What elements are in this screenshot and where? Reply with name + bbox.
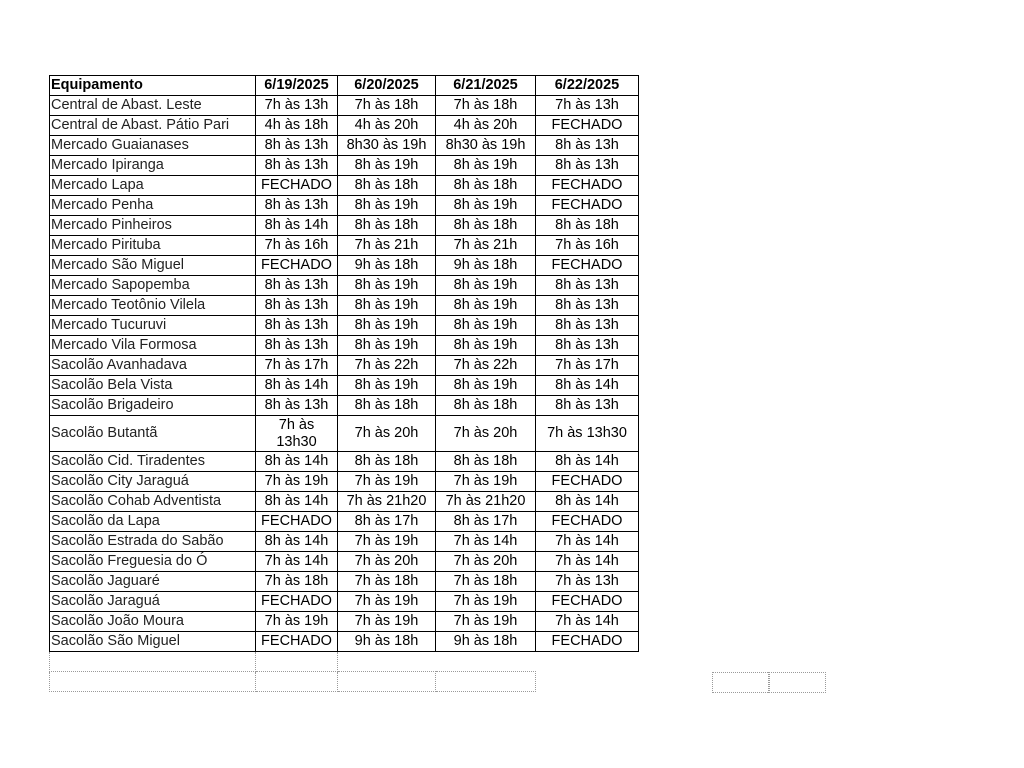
- hours-cell[interactable]: 7h às 19h: [256, 612, 338, 632]
- equipamento-cell[interactable]: Mercado Lapa: [50, 176, 256, 196]
- table-row: [50, 472, 639, 492]
- hours-cell[interactable]: 8h às 19h: [436, 156, 536, 176]
- equipamento-cell[interactable]: Sacolão da Lapa: [50, 512, 256, 532]
- hours-cell[interactable]: 8h às 19h: [338, 276, 436, 296]
- hours-cell[interactable]: FECHADO: [536, 632, 639, 652]
- hours-cell[interactable]: 8h às 19h: [436, 336, 536, 356]
- hours-cell[interactable]: FECHADO: [256, 512, 338, 532]
- equipamento-cell[interactable]: Sacolão Butantã: [50, 416, 256, 452]
- hours-cell[interactable]: 7h às 19h: [338, 612, 436, 632]
- equipamento-cell[interactable]: Sacolão Cohab Adventista: [50, 492, 256, 512]
- equipamento-cell[interactable]: Mercado Guaianases: [50, 136, 256, 156]
- hours-cell[interactable]: 8h às 18h: [338, 216, 436, 236]
- hours-cell[interactable]: 7h às 14h: [536, 532, 639, 552]
- equipamento-cell[interactable]: Sacolão Jaguaré: [50, 572, 256, 592]
- hours-cell[interactable]: 8h às 13h: [256, 396, 338, 416]
- hours-cell[interactable]: 7h às 14h: [256, 552, 338, 572]
- hours-cell[interactable]: 7h às 21h: [338, 236, 436, 256]
- hours-cell[interactable]: 7h às 16h: [536, 236, 639, 256]
- empty-cell[interactable]: [50, 652, 256, 672]
- hours-cell[interactable]: 7h às 19h: [338, 472, 436, 492]
- table-row: [50, 452, 639, 472]
- hours-cell[interactable]: 7h às 21h20: [338, 492, 436, 512]
- table-row: [50, 356, 639, 376]
- hours-cell[interactable]: 7h às 13h30: [256, 416, 338, 452]
- equipamento-cell[interactable]: Sacolão Estrada do Sabão: [50, 532, 256, 552]
- hours-cell[interactable]: FECHADO: [536, 592, 639, 612]
- hours-cell[interactable]: 8h às 13h: [536, 316, 639, 336]
- hours-cell[interactable]: FECHADO: [256, 632, 338, 652]
- equipamento-cell[interactable]: Central de Abast. Leste: [50, 96, 256, 116]
- hours-cell[interactable]: 8h às 13h: [536, 276, 639, 296]
- table-row: [50, 276, 639, 296]
- hours-cell[interactable]: 8h às 19h: [436, 316, 536, 336]
- equipamento-cell[interactable]: Mercado Penha: [50, 196, 256, 216]
- hours-cell[interactable]: 7h às 14h: [536, 612, 639, 632]
- equipamento-cell[interactable]: Sacolão Bela Vista: [50, 376, 256, 396]
- hours-cell[interactable]: 8h às 14h: [256, 452, 338, 472]
- hours-cell[interactable]: 8h às 13h: [536, 136, 639, 156]
- hours-cell[interactable]: 8h às 13h: [256, 336, 338, 356]
- equipamento-cell[interactable]: Sacolão Cid. Tiradentes: [50, 452, 256, 472]
- table-row: [50, 136, 639, 156]
- equipamento-cell[interactable]: Mercado Tucuruvi: [50, 316, 256, 336]
- hours-cell[interactable]: 7h às 18h: [256, 572, 338, 592]
- empty-cell[interactable]: [712, 672, 770, 693]
- hours-cell[interactable]: 8h30 às 19h: [338, 136, 436, 156]
- empty-cell: [436, 652, 536, 672]
- hours-cell[interactable]: 7h às 19h: [338, 592, 436, 612]
- hours-cell[interactable]: 9h às 18h: [436, 256, 536, 276]
- hours-cell[interactable]: 7h às 18h: [436, 572, 536, 592]
- hours-cell[interactable]: 8h às 17h: [338, 512, 436, 532]
- table-row: [50, 512, 639, 532]
- hours-cell[interactable]: 8h às 18h: [536, 216, 639, 236]
- equipamento-cell[interactable]: Mercado Sapopemba: [50, 276, 256, 296]
- hours-cell[interactable]: 8h às 14h: [256, 376, 338, 396]
- empty-cell: [536, 672, 639, 692]
- hours-cell[interactable]: 8h às 14h: [536, 376, 639, 396]
- hours-cell[interactable]: 8h às 18h: [338, 176, 436, 196]
- hours-cell[interactable]: 7h às 21h20: [436, 492, 536, 512]
- hours-cell[interactable]: 7h às 19h: [338, 532, 436, 552]
- table-row: [50, 492, 639, 512]
- empty-cell[interactable]: [256, 672, 338, 692]
- hours-cell[interactable]: 8h às 14h: [536, 492, 639, 512]
- equipamento-cell[interactable]: Sacolão João Moura: [50, 612, 256, 632]
- hours-cell[interactable]: 7h às 16h: [256, 236, 338, 256]
- hours-cell[interactable]: 8h às 14h: [256, 216, 338, 236]
- hours-cell[interactable]: 7h às 18h: [436, 96, 536, 116]
- table-row: [50, 316, 639, 336]
- equipamento-cell[interactable]: Sacolão Jaraguá: [50, 592, 256, 612]
- equipamento-cell[interactable]: Mercado Pinheiros: [50, 216, 256, 236]
- hours-cell[interactable]: 7h às 13h: [256, 96, 338, 116]
- hours-cell[interactable]: 8h às 19h: [436, 276, 536, 296]
- hours-cell[interactable]: 8h30 às 19h: [436, 136, 536, 156]
- hours-cell[interactable]: 7h às 20h: [338, 552, 436, 572]
- table-row: [50, 176, 639, 196]
- empty-row: [50, 672, 639, 692]
- empty-cell[interactable]: [436, 672, 536, 692]
- header-date-1: 6/19/2025: [256, 76, 338, 96]
- equipamento-cell[interactable]: Central de Abast. Pátio Pari: [50, 116, 256, 136]
- hours-cell[interactable]: FECHADO: [536, 256, 639, 276]
- hours-cell[interactable]: 8h às 13h: [256, 196, 338, 216]
- hours-table: [49, 75, 639, 692]
- hours-cell[interactable]: 7h às 21h: [436, 236, 536, 256]
- hours-cell[interactable]: 7h às 18h: [338, 96, 436, 116]
- hours-cell[interactable]: FECHADO: [256, 256, 338, 276]
- hours-cell[interactable]: 7h às 13h: [536, 96, 639, 116]
- table-row: [50, 96, 639, 116]
- hours-cell[interactable]: 8h às 19h: [436, 196, 536, 216]
- table-row: [50, 256, 639, 276]
- empty-row: [50, 652, 639, 672]
- hours-cell[interactable]: 8h às 13h: [536, 396, 639, 416]
- hours-cell[interactable]: 8h às 18h: [436, 452, 536, 472]
- hours-cell[interactable]: 8h às 19h: [338, 376, 436, 396]
- hours-cell[interactable]: FECHADO: [536, 116, 639, 136]
- header-date-4: 6/22/2025: [536, 76, 639, 96]
- hours-cell[interactable]: 7h às 14h: [436, 532, 536, 552]
- hours-cell[interactable]: 8h às 13h: [536, 336, 639, 356]
- hours-cell[interactable]: 8h às 13h: [536, 296, 639, 316]
- hours-cell[interactable]: 7h às 17h: [536, 356, 639, 376]
- hours-cell[interactable]: 8h às 13h: [256, 136, 338, 156]
- equipamento-cell[interactable]: Sacolão City Jaraguá: [50, 472, 256, 492]
- table-row: [50, 296, 639, 316]
- hours-cell[interactable]: 8h às 18h: [338, 396, 436, 416]
- table-row: [50, 336, 639, 356]
- hours-cell[interactable]: 8h às 13h: [256, 156, 338, 176]
- equipamento-cell[interactable]: Sacolão São Miguel: [50, 632, 256, 652]
- hours-cell[interactable]: 7h às 18h: [338, 572, 436, 592]
- table-row: [50, 156, 639, 176]
- hours-cell[interactable]: 7h às 19h: [436, 472, 536, 492]
- equipamento-cell[interactable]: Mercado Pirituba: [50, 236, 256, 256]
- hours-cell[interactable]: FECHADO: [256, 592, 338, 612]
- empty-cell[interactable]: [50, 672, 256, 692]
- table-row: [50, 632, 639, 652]
- header-date-3: 6/21/2025: [436, 76, 536, 96]
- hours-cell[interactable]: 7h às 17h: [256, 356, 338, 376]
- equipamento-cell[interactable]: Mercado Teotônio Vilela: [50, 296, 256, 316]
- header-equipamento: Equipamento: [50, 76, 256, 96]
- hours-cell[interactable]: FECHADO: [536, 196, 639, 216]
- hours-cell[interactable]: 9h às 18h: [436, 632, 536, 652]
- hours-cell[interactable]: 4h às 20h: [436, 116, 536, 136]
- hours-cell[interactable]: 8h às 19h: [436, 296, 536, 316]
- table-row: [50, 396, 639, 416]
- hours-cell[interactable]: 8h às 13h: [256, 316, 338, 336]
- hours-cell[interactable]: 8h às 14h: [536, 452, 639, 472]
- hours-cell[interactable]: 7h às 13h: [536, 572, 639, 592]
- hours-cell[interactable]: 8h às 13h: [536, 156, 639, 176]
- hours-cell[interactable]: 8h às 13h: [256, 276, 338, 296]
- hours-cell[interactable]: 8h às 18h: [436, 176, 536, 196]
- table-row: [50, 532, 639, 552]
- table-row: [50, 572, 639, 592]
- hours-cell[interactable]: 7h às 13h30: [536, 416, 639, 452]
- hours-cell[interactable]: 4h às 20h: [338, 116, 436, 136]
- hours-cell[interactable]: 9h às 18h: [338, 632, 436, 652]
- hours-cell[interactable]: 7h às 20h: [436, 552, 536, 572]
- table-row: [50, 552, 639, 572]
- hours-cell[interactable]: 8h às 18h: [338, 452, 436, 472]
- table-row: [50, 592, 639, 612]
- hours-cell[interactable]: 8h às 19h: [338, 156, 436, 176]
- hours-cell[interactable]: 8h às 19h: [436, 376, 536, 396]
- table-row: [50, 612, 639, 632]
- table-row: [50, 376, 639, 396]
- empty-cell[interactable]: [256, 652, 338, 672]
- table-row: [50, 236, 639, 256]
- hours-cell[interactable]: 7h às 20h: [338, 416, 436, 452]
- hours-cell[interactable]: 7h às 20h: [436, 416, 536, 452]
- hours-cell[interactable]: 8h às 14h: [256, 492, 338, 512]
- equipamento-cell[interactable]: Mercado Ipiranga: [50, 156, 256, 176]
- header-date-2: 6/20/2025: [338, 76, 436, 96]
- hours-cell[interactable]: 7h às 14h: [536, 552, 639, 572]
- hours-cell[interactable]: FECHADO: [536, 176, 639, 196]
- table-row: [50, 116, 639, 136]
- hours-cell[interactable]: 9h às 18h: [338, 256, 436, 276]
- hours-cell[interactable]: 7h às 19h: [256, 472, 338, 492]
- hours-cell[interactable]: 7h às 19h: [436, 612, 536, 632]
- equipamento-cell[interactable]: Sacolão Freguesia do Ó: [50, 552, 256, 572]
- empty-cell[interactable]: [768, 672, 826, 693]
- hours-cell[interactable]: 8h às 14h: [256, 532, 338, 552]
- table-row: [50, 196, 639, 216]
- hours-cell[interactable]: 4h às 18h: [256, 116, 338, 136]
- hours-cell[interactable]: 8h às 19h: [338, 196, 436, 216]
- equipamento-cell[interactable]: Mercado São Miguel: [50, 256, 256, 276]
- hours-cell[interactable]: 8h às 13h: [256, 296, 338, 316]
- hours-cell[interactable]: FECHADO: [536, 512, 639, 532]
- table-row: [50, 216, 639, 236]
- hours-cell[interactable]: 7h às 22h: [436, 356, 536, 376]
- hours-cell[interactable]: FECHADO: [256, 176, 338, 196]
- hours-cell[interactable]: 8h às 19h: [338, 336, 436, 356]
- hours-cell[interactable]: FECHADO: [536, 472, 639, 492]
- equipamento-cell[interactable]: Sacolão Avanhadava: [50, 356, 256, 376]
- equipamento-cell[interactable]: Mercado Vila Formosa: [50, 336, 256, 356]
- hours-cell[interactable]: 7h às 22h: [338, 356, 436, 376]
- hours-cell[interactable]: 8h às 19h: [338, 296, 436, 316]
- empty-cell: [338, 652, 436, 672]
- hours-cell[interactable]: 8h às 18h: [436, 396, 536, 416]
- empty-cell[interactable]: [338, 672, 436, 692]
- hours-cell[interactable]: 8h às 17h: [436, 512, 536, 532]
- empty-cell: [536, 652, 639, 672]
- hours-cell[interactable]: 8h às 18h: [436, 216, 536, 236]
- header-row: [50, 76, 639, 96]
- table-row: [50, 416, 639, 452]
- equipamento-cell[interactable]: Sacolão Brigadeiro: [50, 396, 256, 416]
- hours-cell[interactable]: 8h às 19h: [338, 316, 436, 336]
- hours-cell[interactable]: 7h às 19h: [436, 592, 536, 612]
